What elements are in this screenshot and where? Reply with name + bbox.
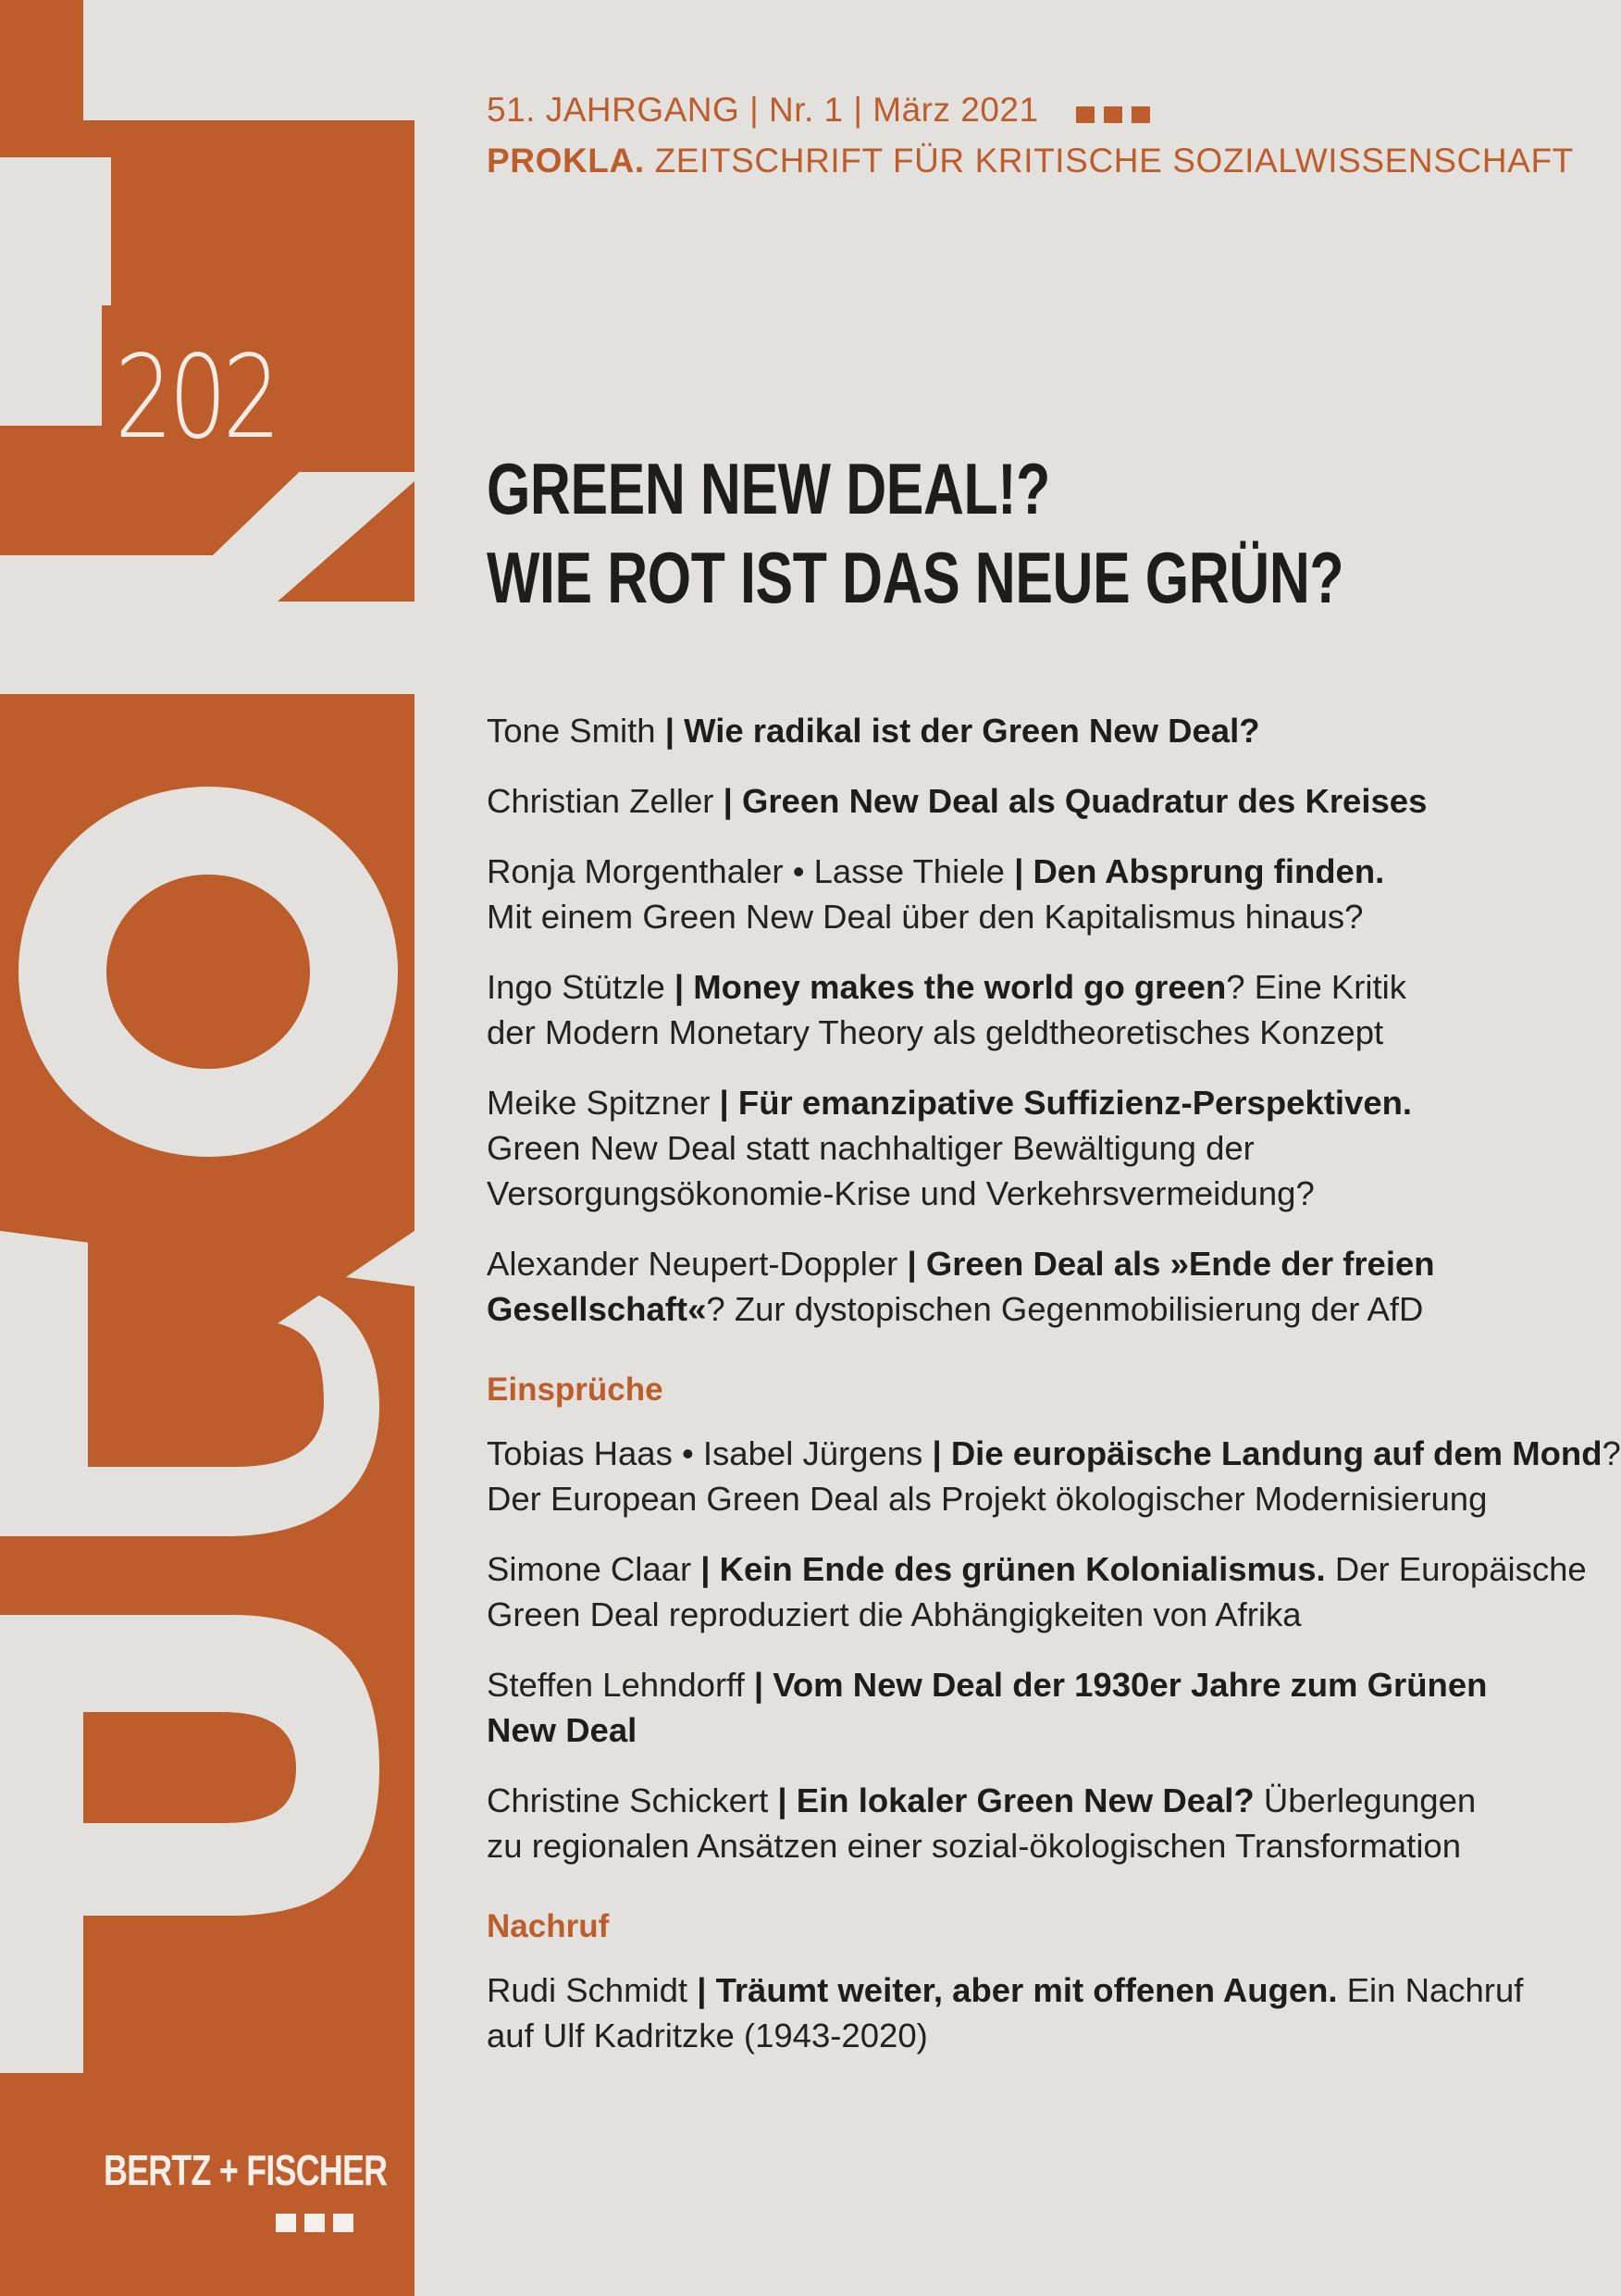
section-heading-einsprueche: Einsprüche [487,1371,663,1408]
toc-entry: Christine Schickert | Ein lokaler Green New Deal? Überlegungen zu regionalen Ansätzen einer sozial-ökologischen Transformation [487,1781,1477,1865]
publisher-squares-icon [276,2214,362,2237]
journal-title [487,142,1574,180]
title-line-2: WIE ROT IST DAS NEUE GRÜN? [487,537,1344,618]
toc-entry: Simone Claar | Kein Ende des grünen Kolonialismus. Der Europäische Green Deal reproduziert die Abhängigkeiten von Afrika [487,1550,1587,1633]
toc-entry: Tobias Haas • Isabel Jürgens | Die europäische Landung auf dem Mond? Der European Green Deal als Projekt ökologischer Modernisierung [487,1434,1621,1518]
prokla-logotype [0,0,415,2073]
toc-entry: Tone Smith | Wie radikal ist der Green New Deal? [487,712,1260,750]
issue-info: 51. JAHRGANG | Nr. 1 | März 2021 [487,91,1159,131]
toc-entry: Alexander Neupert-Doppler | Green Deal als »Ende der freien Gesellschaft«? Zur dystopischen Gegenmobilisierung der AfD [487,1245,1435,1328]
toc-entry: Rudi Schmidt | Träumt weiter, aber mit offenen Augen. Ein Nachruf auf Ulf Kadritzke (1943-2020) [487,1971,1524,2054]
journal-name: PROKLA. [487,142,645,180]
volume-year: 51. JAHRGANG [487,91,740,129]
cover-title [487,444,1343,622]
publisher-logo: BERTZ + FISCHER [104,2146,388,2194]
title-line-1: GREEN NEW DEAL!? [487,448,1050,529]
journal-subtitle: ZEITSCHRIFT FÜR KRITISCHE SOZIALWISSENSCHAFT [654,142,1574,180]
toc-entry: Meike Spitzner | Für emanzipative Suffizienz-Perspektiven. Green New Deal statt nachhaltiger Bewältigung der Versorgungsökonomie-Krise und Verkehrsvermeidung? [487,1084,1413,1212]
issue-date: März 2021 [872,91,1039,129]
toc-entry: Ronja Morgenthaler • Lasse Thiele | Den Absprung finden. Mit einem Green New Deal über den Kapitalismus hinaus? [487,852,1385,936]
toc-entry: Ingo Stützle | Money makes the world go green? Eine Kritik der Modern Monetary Theory als geldtheoretisches Konzept [487,968,1407,1051]
cover-sidebar [0,0,415,2296]
issue-no: Nr. 1 [768,91,844,129]
section-heading-nachruf: Nachruf [487,1908,610,1944]
squares-icon [1076,93,1159,131]
issue-number: 202 [115,331,277,465]
toc-entry: Christian Zeller | Green New Deal als Quadratur des Kreises [487,782,1428,820]
table-of-contents [487,708,1621,2083]
toc-entry: Steffen Lehndorff | Vom New Deal der 1930er Jahre zum Grünen New Deal [487,1666,1488,1749]
